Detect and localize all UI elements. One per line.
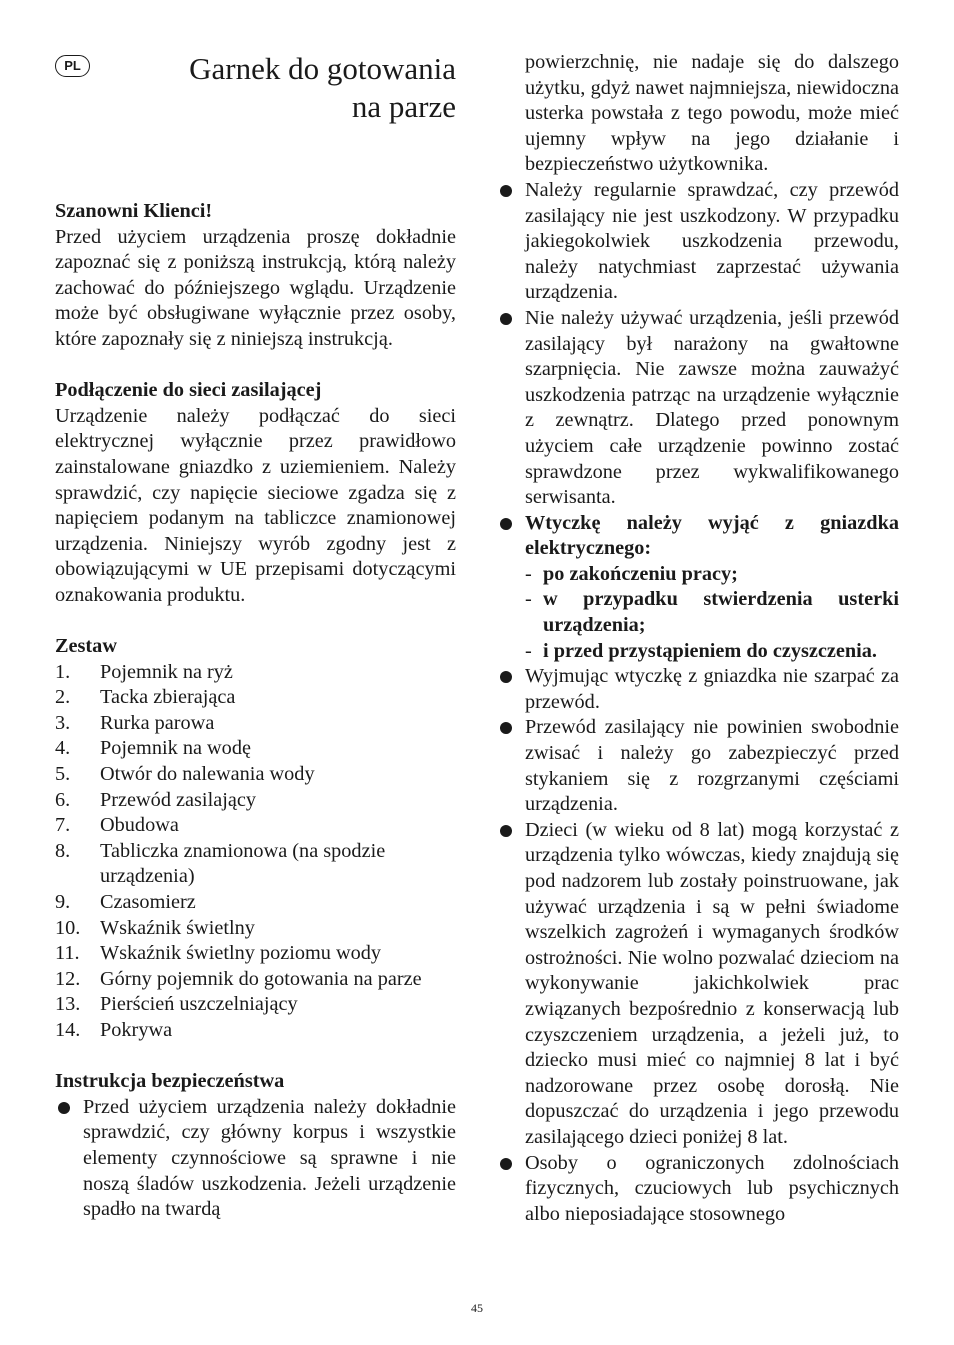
list-item <box>497 306 899 511</box>
item-number: 4. <box>55 737 71 760</box>
item-number: 8. <box>55 839 71 862</box>
list-item <box>55 762 456 788</box>
power-text: Urządzenie należy podłączać do sieci elektrycznej wyłącznie przez prawidłowo zainstalowane gniazdko z uziemieniem. Należy sprawdzić, czy napięcie sieciowe zgadza się z napięciem podanym na tabliczce znamionowej urządzenia. Niniejszy wyrób zgodny jest z obowiązującymi w UE przepisami dotyczącymi oznakowania produktu. <box>55 404 456 606</box>
item-label: Obudowa <box>100 814 179 837</box>
bullet-text: Przewód zasilający nie powinien swobodnie zwisać i należy go zabezpieczyć przed stykaniem się z rozgrzanymi częściami urządzenia. <box>525 716 899 816</box>
bullet-icon <box>58 1102 70 1114</box>
list-item <box>55 1095 456 1223</box>
item-number: 6. <box>55 788 71 811</box>
item-label: Pojemnik na wodę <box>100 737 251 760</box>
dash-text: i przed przystąpieniem do czyszczenia. <box>543 639 878 662</box>
item-label: Wskaźnik świetlny <box>100 916 255 939</box>
list-item <box>525 562 899 588</box>
power-heading: Podłączenie do sieci zasilającej <box>55 379 322 402</box>
right-column <box>497 50 899 1227</box>
bullet-icon <box>500 722 512 734</box>
bullet-text: Należy regularnie sprawdzać, czy przewód zasilający nie jest uszkodzony. W przypadku jakiegokolwiek uszkodzenia przewodu, należy natychmiast zaprzestać używania urządzenia. <box>525 178 899 304</box>
bullet-text: Przed użyciem urządzenia należy dokładnie sprawdzić, czy główny korpus i wszystkie elementy czynnościowe są sprawne i nie noszą śladów uszkodzenia. Jeżeli urządzenie spadło na twardą <box>83 1095 456 1221</box>
item-number: 1. <box>55 660 71 683</box>
list-item <box>525 587 899 638</box>
page-number: 45 <box>471 1301 483 1315</box>
unplug-heading: Wtyczkę należy wyjąć z gniazdka elektrycznego: <box>525 511 899 560</box>
list-item <box>55 660 456 686</box>
dash-marker: - <box>525 588 532 611</box>
continued-text: powierzchnię, nie nadaje się do dalszego użytku, gdyż nawet najmniejsza, niewidoczna usterka powstała z tego powodu, może mieć ujemny wpływ na jego działanie i bezpieczeństwo użytkownika. <box>525 51 899 176</box>
item-number: 12. <box>55 967 81 990</box>
item-label: Tabliczka znamionowa (na spodzie urządzenia) <box>100 839 386 888</box>
dash-text: w przypadku stwierdzenia usterki urządzenia; <box>543 588 899 637</box>
item-label: Pierścień uszczelniający <box>100 993 298 1016</box>
list-item <box>55 992 456 1018</box>
bullet-text: Nie należy używać urządzenia, jeśli przewód zasilający był narażony na gwałtowne szarpnięcia. Nie zawsze można zauważyć uszkodzenia patrząc na urządzenie wyłącznie z zewnątrz. Dlatego przed ponownym użyciem całe urządzenie powinno zostać sprawdzone przez wykwalifikowanego serwisanta. <box>525 306 899 509</box>
title-line-2: na parze <box>351 89 456 124</box>
unplug-list <box>525 562 899 664</box>
item-number: 11. <box>55 942 80 965</box>
set-section <box>55 634 456 1044</box>
item-number: 5. <box>55 763 71 786</box>
item-label: Rurka parowa <box>100 711 215 734</box>
list-item <box>55 1018 456 1044</box>
bullet-text: Wyjmując wtyczkę z gniazdka nie szarpać za przewód. <box>525 665 899 713</box>
item-label: Wskaźnik świetlny poziomu wody <box>100 942 382 965</box>
list-item <box>497 715 899 817</box>
bullet-text: Osoby o ograniczonych zdolnościach fizycznych, czuciowych lub psychicznych albo nieposiadające stosownego <box>525 1151 899 1225</box>
item-label: Tacka zbierająca <box>100 686 236 709</box>
safety-heading: Instrukcja bezpieczeństwa <box>55 1070 285 1093</box>
dash-marker: - <box>525 639 532 662</box>
list-item <box>55 711 456 737</box>
list-item <box>525 639 899 665</box>
list-item <box>497 664 899 715</box>
item-number: 14. <box>55 1019 81 1041</box>
greeting-section <box>55 199 456 353</box>
safety-list <box>497 178 899 1227</box>
parts-list <box>55 660 456 1044</box>
list-item <box>55 890 456 916</box>
list-item <box>55 967 456 993</box>
bullet-icon <box>500 313 512 325</box>
list-item <box>55 685 456 711</box>
list-item <box>55 839 456 890</box>
safety-section <box>55 1069 456 1223</box>
item-label: Czasomierz <box>100 891 196 914</box>
list-item <box>497 178 899 306</box>
list-item <box>55 736 456 762</box>
bullet-icon <box>500 518 512 530</box>
greeting-text: Przed użyciem urządzenia proszę dokładnie zapoznać się z poniższą instrukcją, którą należy zachować do późniejszego wglądu. Urządzenie może być obsługiwane wyłącznie przez osoby, które zapoznały się z niniejszą instrukcją. <box>55 225 456 350</box>
safety-list-start <box>55 1095 456 1223</box>
language-badge: PL <box>55 55 90 77</box>
bullet-icon <box>500 825 512 837</box>
list-item <box>55 941 456 967</box>
bullet-icon <box>500 1158 512 1170</box>
list-item <box>55 916 456 942</box>
dash-text: po zakończeniu pracy; <box>543 562 738 585</box>
item-label: Przewód zasilający <box>100 788 256 811</box>
item-number: 9. <box>55 891 71 914</box>
item-number: 3. <box>55 711 71 734</box>
list-item <box>497 818 899 1151</box>
item-number: 7. <box>55 814 71 837</box>
greeting-heading: Szanowni Klienci! <box>55 200 213 222</box>
power-section <box>55 378 456 608</box>
item-label: Otwór do nalewania wody <box>100 763 315 786</box>
dash-marker: - <box>525 562 532 585</box>
item-number: 10. <box>55 916 81 939</box>
page-title <box>150 50 456 126</box>
list-item <box>497 1151 899 1228</box>
set-heading: Zestaw <box>55 635 117 658</box>
left-column <box>55 199 456 1223</box>
item-label: Pojemnik na ryż <box>100 660 233 683</box>
item-number: 13. <box>55 993 81 1016</box>
title-line-1: Garnek do gotowania <box>189 51 456 86</box>
list-item <box>55 788 456 814</box>
item-label: Górny pojemnik do gotowania na parze <box>100 967 422 990</box>
item-number: 2. <box>55 686 71 709</box>
bullet-text: Dzieci (w wieku od 8 lat) mogą korzystać z urządzenia tylko wówczas, kiedy znajdują się pod nadzorem lub zostały poinstruowane, jak używać urządzenia i są w pełni świadome wszelkich zagrożeń i wymaganych środków ostrożności. Nie wolno pozwalać dzieciom na wykonywanie jakichkolwiek prac związanych bezpośrednio z konserwacją lub czyszczeniem urządzenia, a jeżeli już, to dziecko musi mieć co najmniej 8 lat i być nadzorowane przez osobę dorosłą. Nie dopuszczać do urządzenia i jego przewodu zasilającego dzieci poniżej 8 lat. <box>525 818 899 1148</box>
bullet-icon <box>500 185 512 197</box>
list-item <box>55 813 456 839</box>
list-item <box>497 511 899 665</box>
bullet-icon <box>500 671 512 683</box>
item-label: Pokrywa <box>100 1019 173 1041</box>
